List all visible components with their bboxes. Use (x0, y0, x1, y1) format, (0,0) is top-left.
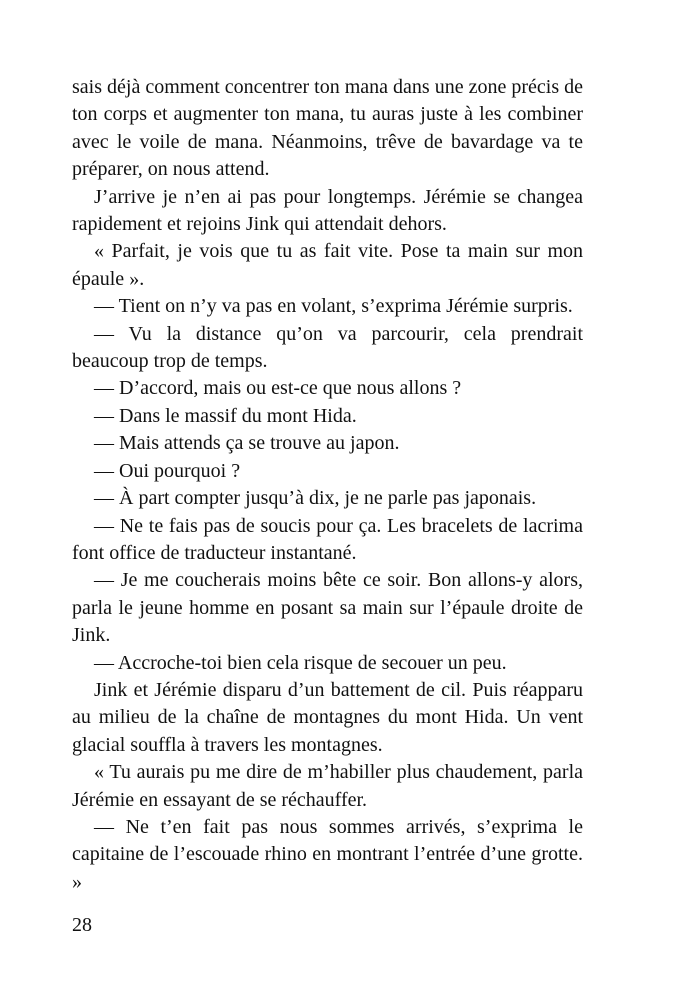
paragraph-13: — Accroche-toi bien cela risque de secouer un peu. (94, 651, 507, 674)
paragraph-2: J’arrive je n’en ai pas pour longtemps. Jérémie se changea rapidement et rejoins Jink qui attendait dehors. (72, 185, 583, 236)
paragraph-14: Jink et Jérémie disparu d’un battement de cil. Puis réapparu au milieu de la chaîne de montagnes du mont Hida. Un vent glacial souffla à travers les montagnes. (72, 678, 583, 756)
paragraph-16: — Ne t’en fait pas nous sommes arrivés, s’exprima le capitaine de l’escouade rhino en montrant l’entrée d’une grotte. » (72, 815, 583, 893)
paragraph-7: — Dans le massif du mont Hida. (94, 404, 357, 427)
paragraph-4: — Tient on n’y va pas en volant, s’exprima Jérémie surpris. (94, 295, 573, 318)
paragraph-15: « Tu aurais pu me dire de m’habiller plus chaudement, parla Jérémie en essayant de se réchauffer. (72, 761, 583, 811)
paragraph-11: — Ne te fais pas de soucis pour ça. Les bracelets de lacrima font office de traducteur instantané. (72, 514, 583, 564)
page-number: 28 (72, 914, 92, 936)
body-text (72, 74, 583, 896)
paragraph-3: « Parfait, je vois que tu as fait vite. Pose ta main sur mon épaule ». (72, 240, 583, 290)
paragraph-12: — Je me coucherais moins bête ce soir. Bon allons-y alors, parla le jeune homme en posant sa main sur l’épaule droite de Jink. (72, 569, 583, 647)
paragraph-1: sais déjà comment concentrer ton mana dans une zone précis de ton corps et augmenter ton mana, tu auras juste à les combiner avec le voile de mana. Néanmoins, trêve de bavardage va te préparer, on nous attend. (72, 76, 583, 181)
paragraph-8: — Mais attends ça se trouve au japon. (94, 432, 400, 455)
paragraph-6: — D’accord, mais ou est-ce que nous allons ? (94, 377, 462, 400)
paragraph-10: — À part compter jusqu’à dix, je ne parle pas japonais. (94, 487, 537, 510)
paragraph-9: — Oui pourquoi ? (94, 459, 241, 482)
paragraph-5: — Vu la distance qu’on va parcourir, cela prendrait beaucoup trop de temps. (72, 322, 583, 373)
